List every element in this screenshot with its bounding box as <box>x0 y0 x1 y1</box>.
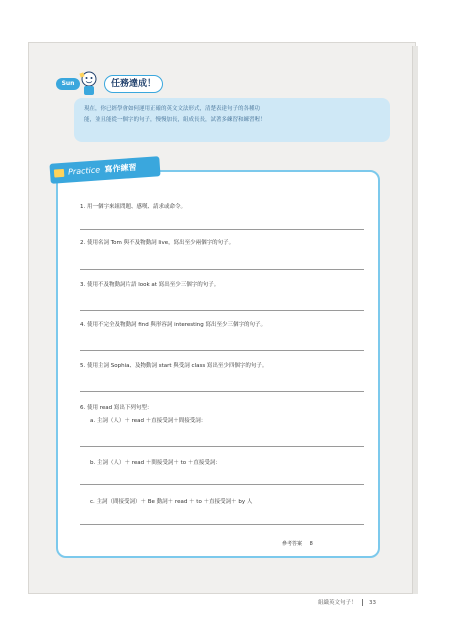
subquestion-b: b. 主詞（人）＋ read ＋間接受詞＋ to ＋直接受詞： <box>90 460 221 466</box>
intro-box <box>74 98 390 142</box>
intro-line-2: 能，並且能從一個字的句子，慢慢加長，組成長長，試著多練習和練習喔！ <box>84 117 266 123</box>
answer-line-6c[interactable] <box>80 524 364 525</box>
sun-tag: Sun <box>56 78 80 90</box>
page-edge-shadow <box>412 46 418 594</box>
question-4: 4. 使用不完全及物動詞 find 與形容詞 interesting 寫出至少三個字的句子。 <box>80 322 267 328</box>
question-2: 2. 使用名詞 Tom 與不及物動詞 live，寫出至少兩個字的句子。 <box>80 240 235 246</box>
subquestion-a: a. 主詞（人）＋ read ＋直接受詞＋間接受詞： <box>90 418 207 424</box>
answer-line-4[interactable] <box>80 350 364 351</box>
reference-answer-label: 參考答案 <box>282 541 303 547</box>
question-5: 5. 使用主詞 Sophia、及物動詞 start 與受詞 class 寫出至少四個字的句子。 <box>80 363 268 369</box>
answer-line-6a[interactable] <box>80 446 364 447</box>
reference-answer-page: 8 <box>309 541 313 547</box>
practice-label-en: Practice <box>67 165 101 177</box>
answer-line-6b[interactable] <box>80 484 364 485</box>
question-3: 3. 使用不及物動詞片語 look at 寫出至少三個字的句子。 <box>80 282 220 288</box>
page-footer <box>318 598 376 606</box>
reference-answer <box>282 540 313 547</box>
pencil-icon <box>54 169 65 178</box>
question-1: 1. 用一個字來組問題、感嘆、請求或命令。 <box>80 204 186 210</box>
intro-line-1: 現在，你已經學會如何運用正確的英文文法形式，清楚表達句子的各種功 <box>84 106 261 112</box>
subquestion-c: c. 主詞（間接受詞）＋ Be 動詞＋ read ＋ to ＋直接受詞＋ by 人 <box>90 499 253 505</box>
task-title: 任務達成！ <box>104 75 163 93</box>
answer-line-5[interactable] <box>80 391 364 392</box>
footer-chapter: 組織英文句子！ <box>318 600 357 606</box>
mascot-icon <box>78 70 100 96</box>
answer-line-3[interactable] <box>80 310 364 311</box>
answer-line-1[interactable] <box>80 229 364 230</box>
answer-line-2[interactable] <box>80 269 364 270</box>
footer-page-number: 33 <box>369 600 377 606</box>
question-6: 6. 使用 read 寫出下列句型： <box>80 405 153 411</box>
practice-label-zh: 寫作練習 <box>104 162 137 175</box>
footer-divider <box>362 599 363 606</box>
